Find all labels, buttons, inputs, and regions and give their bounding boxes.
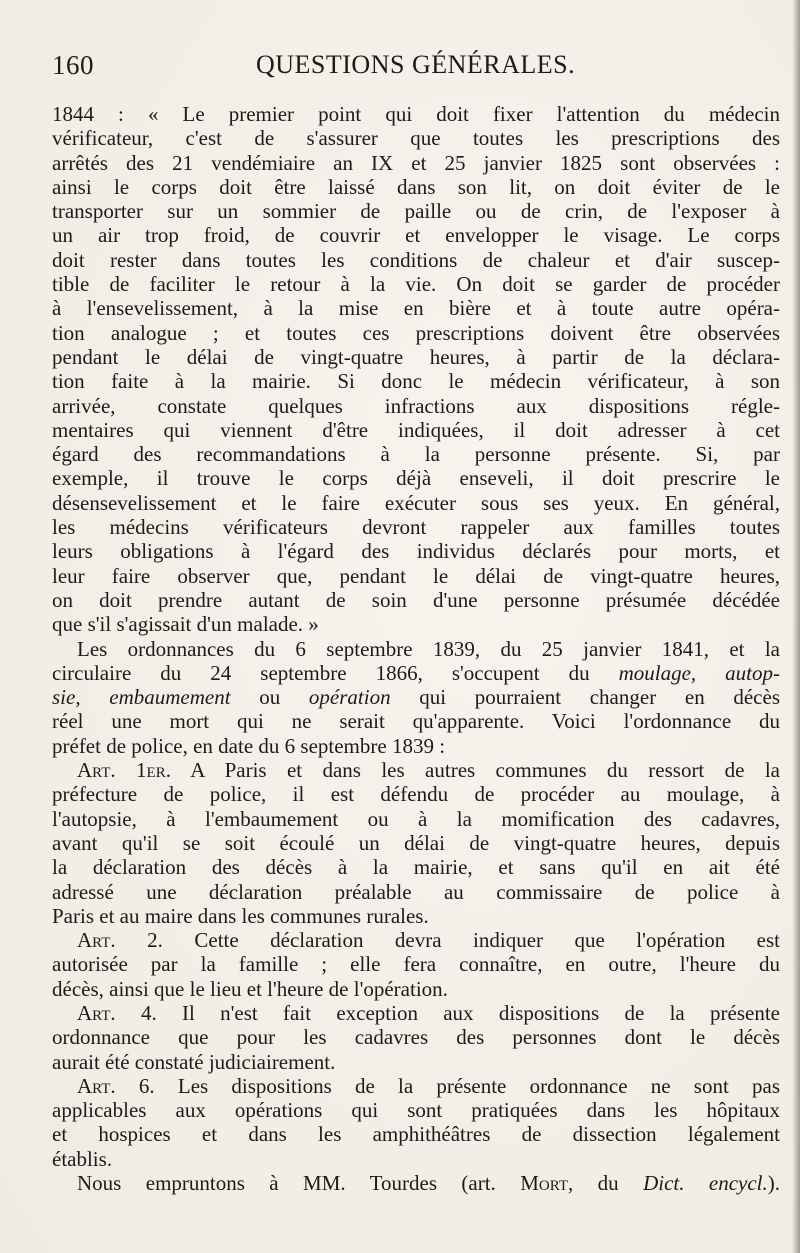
page-edge-shadow bbox=[792, 0, 800, 1253]
text-line: tible de faciliter le retour à la vie. On doit se garder de procéder bbox=[52, 272, 780, 297]
text-line: décès, ainsi que le lieu et l'heure de l'opération. bbox=[52, 976, 448, 1001]
text-run: qui pourraient changer en décès bbox=[390, 685, 780, 710]
page-number: 160 bbox=[52, 50, 94, 80]
text-run: Les dispositions de la présente ordonnance ne sont pas bbox=[154, 1073, 781, 1098]
text-line: vérificateur, c'est de s'assurer que toutes les prescriptions des bbox=[52, 126, 780, 151]
text-line: à l'ensevelissement, à la mise en bière et à toute autre opéra- bbox=[52, 296, 780, 321]
text-run: Nous empruntons à MM. Tourdes (art. bbox=[77, 1171, 521, 1196]
text-line bbox=[52, 928, 780, 952]
text-line: Les ordonnances du 6 septembre 1839, du 25 janvier 1841, et la bbox=[77, 636, 780, 661]
text-line: aurait été constaté judiciairement. bbox=[52, 1049, 336, 1074]
body-text bbox=[52, 102, 780, 1195]
text-run: ou bbox=[230, 685, 309, 710]
text-line: l'autopsie, à l'embaumement ou à la momification des cadavres, bbox=[52, 806, 780, 831]
text-line: Paris et au maire dans les communes rurales. bbox=[52, 903, 429, 928]
article-label: Art. 6. bbox=[77, 1073, 155, 1098]
article-4 bbox=[52, 1001, 780, 1074]
article-label: Art. 4. bbox=[77, 1000, 157, 1025]
text-line: établis. bbox=[52, 1146, 113, 1171]
running-title: QUESTIONS GÉNÉRALES. bbox=[256, 50, 576, 79]
text-line bbox=[52, 661, 780, 685]
text-line bbox=[52, 685, 780, 709]
text-run: A Paris et dans les autres communes du ressort de la bbox=[170, 758, 780, 783]
text-line: et hospices et dans les amphithéâtres de dissection légalement bbox=[52, 1122, 780, 1147]
text-line: doit rester dans toutes les conditions de chaleur et d'air suscep- bbox=[52, 247, 780, 272]
text-line bbox=[52, 758, 780, 782]
text-line: ainsi le corps doit être laissé dans son lit, on doit éviter de le bbox=[52, 174, 780, 199]
text-line bbox=[52, 1001, 780, 1025]
article-2 bbox=[52, 928, 780, 1001]
text-line: autorisée par la famille ; elle fera connaître, en outre, l'heure du bbox=[52, 952, 780, 977]
italic-term: moulage, autop- bbox=[618, 660, 780, 685]
text-line: tion analogue ; et toutes ces prescriptions doivent être observées bbox=[52, 320, 780, 345]
paragraph-quote bbox=[52, 102, 780, 637]
text-line: tion faite à la mairie. Si donc le médecin vérificateur, à son bbox=[52, 369, 780, 394]
paragraph-final bbox=[52, 1171, 780, 1195]
text-run: , du bbox=[568, 1171, 644, 1196]
italic-term: Dict. encycl. bbox=[643, 1171, 768, 1196]
text-run: Il n'est fait exception aux dispositions de la présente bbox=[156, 1000, 781, 1025]
text-run: circulaire du 24 septembre 1866, s'occupent du bbox=[52, 660, 619, 685]
text-line: leur faire observer que, pendant le délai de vingt-quatre heures, bbox=[52, 563, 780, 588]
text-line: applicables aux opérations qui sont pratiquées dans les hôpitaux bbox=[52, 1098, 780, 1123]
text-line: arrêtés des 21 vendémiaire an IX et 25 janvier 1825 sont observées : bbox=[52, 150, 780, 175]
text-run: ). bbox=[767, 1171, 780, 1196]
text-line: pendant le délai de vingt-quatre heures, à partir de la déclara- bbox=[52, 344, 780, 369]
text-line: exemple, il trouve le corps déjà enseveli, il doit prescrire le bbox=[52, 466, 780, 491]
text-line: un air trop froid, de couvrir et envelopper le visage. Le corps bbox=[52, 223, 780, 248]
text-line: avant qu'il se soit écoulé un délai de vingt-quatre heures, depuis bbox=[52, 830, 780, 855]
text-line: préfet de police, en date du 6 septembre 1839 : bbox=[52, 733, 446, 758]
paragraph-ordinances bbox=[52, 637, 780, 758]
text-line: désensevelissement et le faire exécuter sous ses yeux. En général, bbox=[52, 490, 780, 515]
page-header bbox=[52, 40, 770, 90]
text-line: transporter sur un sommier de paille ou de crin, de l'exposer à bbox=[52, 199, 780, 224]
article-label: Art. 1er. bbox=[77, 758, 171, 783]
text-line: on doit prendre autant de soin d'une personne présumée décédée bbox=[52, 587, 780, 612]
article-1 bbox=[52, 758, 780, 928]
article-6 bbox=[52, 1074, 780, 1171]
text-run: Cette déclaration devra indiquer que l'opération est bbox=[162, 928, 780, 953]
text-line bbox=[52, 1074, 780, 1098]
text-line: adressé une déclaration préalable au commissaire de police à bbox=[52, 879, 780, 904]
text-line: préfecture de police, il est défendu de procéder au moulage, à bbox=[52, 782, 780, 807]
text-line: leurs obligations à l'égard des individus déclarés pour morts, et bbox=[52, 539, 780, 564]
text-line: 1844 : « Le premier point qui doit fixer l'attention du médecin bbox=[52, 102, 780, 126]
text-line: égard des recommandations à la personne présente. Si, par bbox=[52, 442, 780, 467]
text-line: ordonnance que pour les cadavres des personnes dont le décès bbox=[52, 1025, 780, 1050]
text-line: réel une mort qui ne serait qu'apparente. Voici l'ordonnance du bbox=[52, 709, 780, 734]
text-line: la déclaration des décès à la mairie, et sans qu'il en ait été bbox=[52, 855, 780, 880]
article-label: Art. 2. bbox=[77, 928, 163, 953]
text-line: les médecins vérificateurs devront rappeler aux familles toutes bbox=[52, 515, 780, 540]
text-line bbox=[52, 1171, 780, 1195]
italic-term: sie, embaumement bbox=[52, 685, 231, 710]
text-line: que s'il s'agissait d'un malade. » bbox=[52, 612, 319, 637]
italic-term: opération bbox=[308, 685, 391, 710]
text-line: mentaires qui viennent d'être indiquées, il doit adresser à cet bbox=[52, 417, 780, 442]
small-caps-term: Mort bbox=[520, 1171, 568, 1196]
text-line: arrivée, constate quelques infractions aux dispositions régle- bbox=[52, 393, 780, 418]
